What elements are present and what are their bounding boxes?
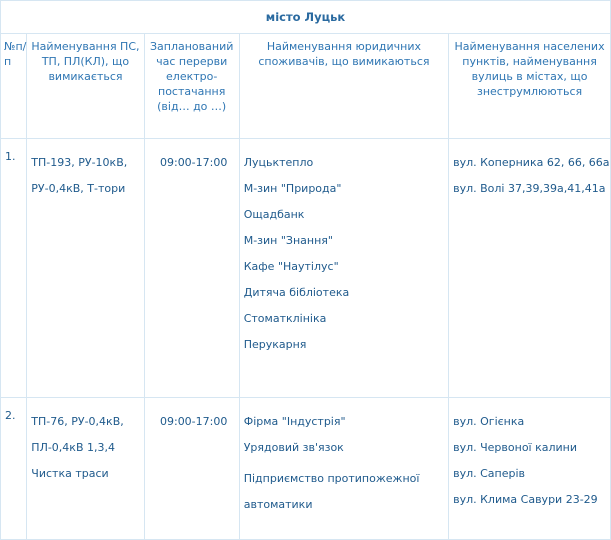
object-line: ТП-76, РУ-0,4кВ, [31, 415, 124, 428]
consumer-item: Кафе "Наутілус" [243, 260, 339, 273]
object-line: Чистка траси [31, 467, 109, 480]
consumer-item: Підприємство протипожежної автоматики [243, 472, 420, 511]
row-streets [449, 139, 611, 398]
consumer-item: Фірма "Індустрія" [243, 415, 346, 428]
header-streets: Найменування населених пунктів, найменування вулиць в містах, що знеструмлюються [449, 34, 611, 139]
consumer-item: Луцьктепло [243, 156, 314, 169]
street-item: вул. Червоної калини [453, 441, 578, 454]
table-row [1, 398, 611, 540]
street-item: вул. Волі 37,39,39а,41,41а [453, 182, 606, 195]
row-number: 1. [1, 139, 27, 398]
time-value: 09:00-17:00 [159, 415, 228, 428]
street-item: вул. Клима Савури 23-29 [453, 493, 598, 506]
object-line: ПЛ-0,4кВ 1,3,4 [31, 441, 115, 454]
header-object: Найменування ПС, ТП, ПЛ(КЛ), що вимикається [27, 34, 144, 139]
header-number: №п/п [1, 34, 27, 139]
header-row [1, 34, 611, 139]
row-time [144, 139, 239, 398]
row-time [144, 398, 239, 540]
object-line: ТП-193, РУ-10кВ, [31, 156, 128, 169]
consumer-item: Стоматклініка [243, 312, 327, 325]
time-value: 09:00-17:00 [159, 156, 228, 169]
street-item: вул. Огієнка [453, 415, 525, 428]
street-item: вул. Коперника 62, 66, 66а [453, 156, 610, 169]
header-time: Запланований час перерви електро-постачання (від… до …) [144, 34, 239, 139]
consumer-item: М-зин "Знання" [243, 234, 333, 247]
row-consumers [239, 139, 448, 398]
consumer-item: М-зин "Природа" [243, 182, 342, 195]
consumer-item: Дитяча бібліотека [243, 286, 350, 299]
row-number: 2. [1, 398, 27, 540]
table-row [1, 139, 611, 398]
header-consumers: Найменування юридичних споживачів, що вимикаються [239, 34, 448, 139]
row-streets [449, 398, 611, 540]
consumer-item: Урядовий зв'язок [243, 441, 344, 454]
consumer-item: Ощадбанк [243, 208, 305, 221]
object-line: РУ-0,4кВ, Т-тори [31, 182, 126, 195]
table-title: місто Луцьк [1, 1, 611, 34]
row-objects [27, 398, 144, 540]
consumer-item: Перукарня [243, 338, 307, 351]
street-item: вул. Саперів [453, 467, 526, 480]
row-consumers [239, 398, 448, 540]
row-objects [27, 139, 144, 398]
